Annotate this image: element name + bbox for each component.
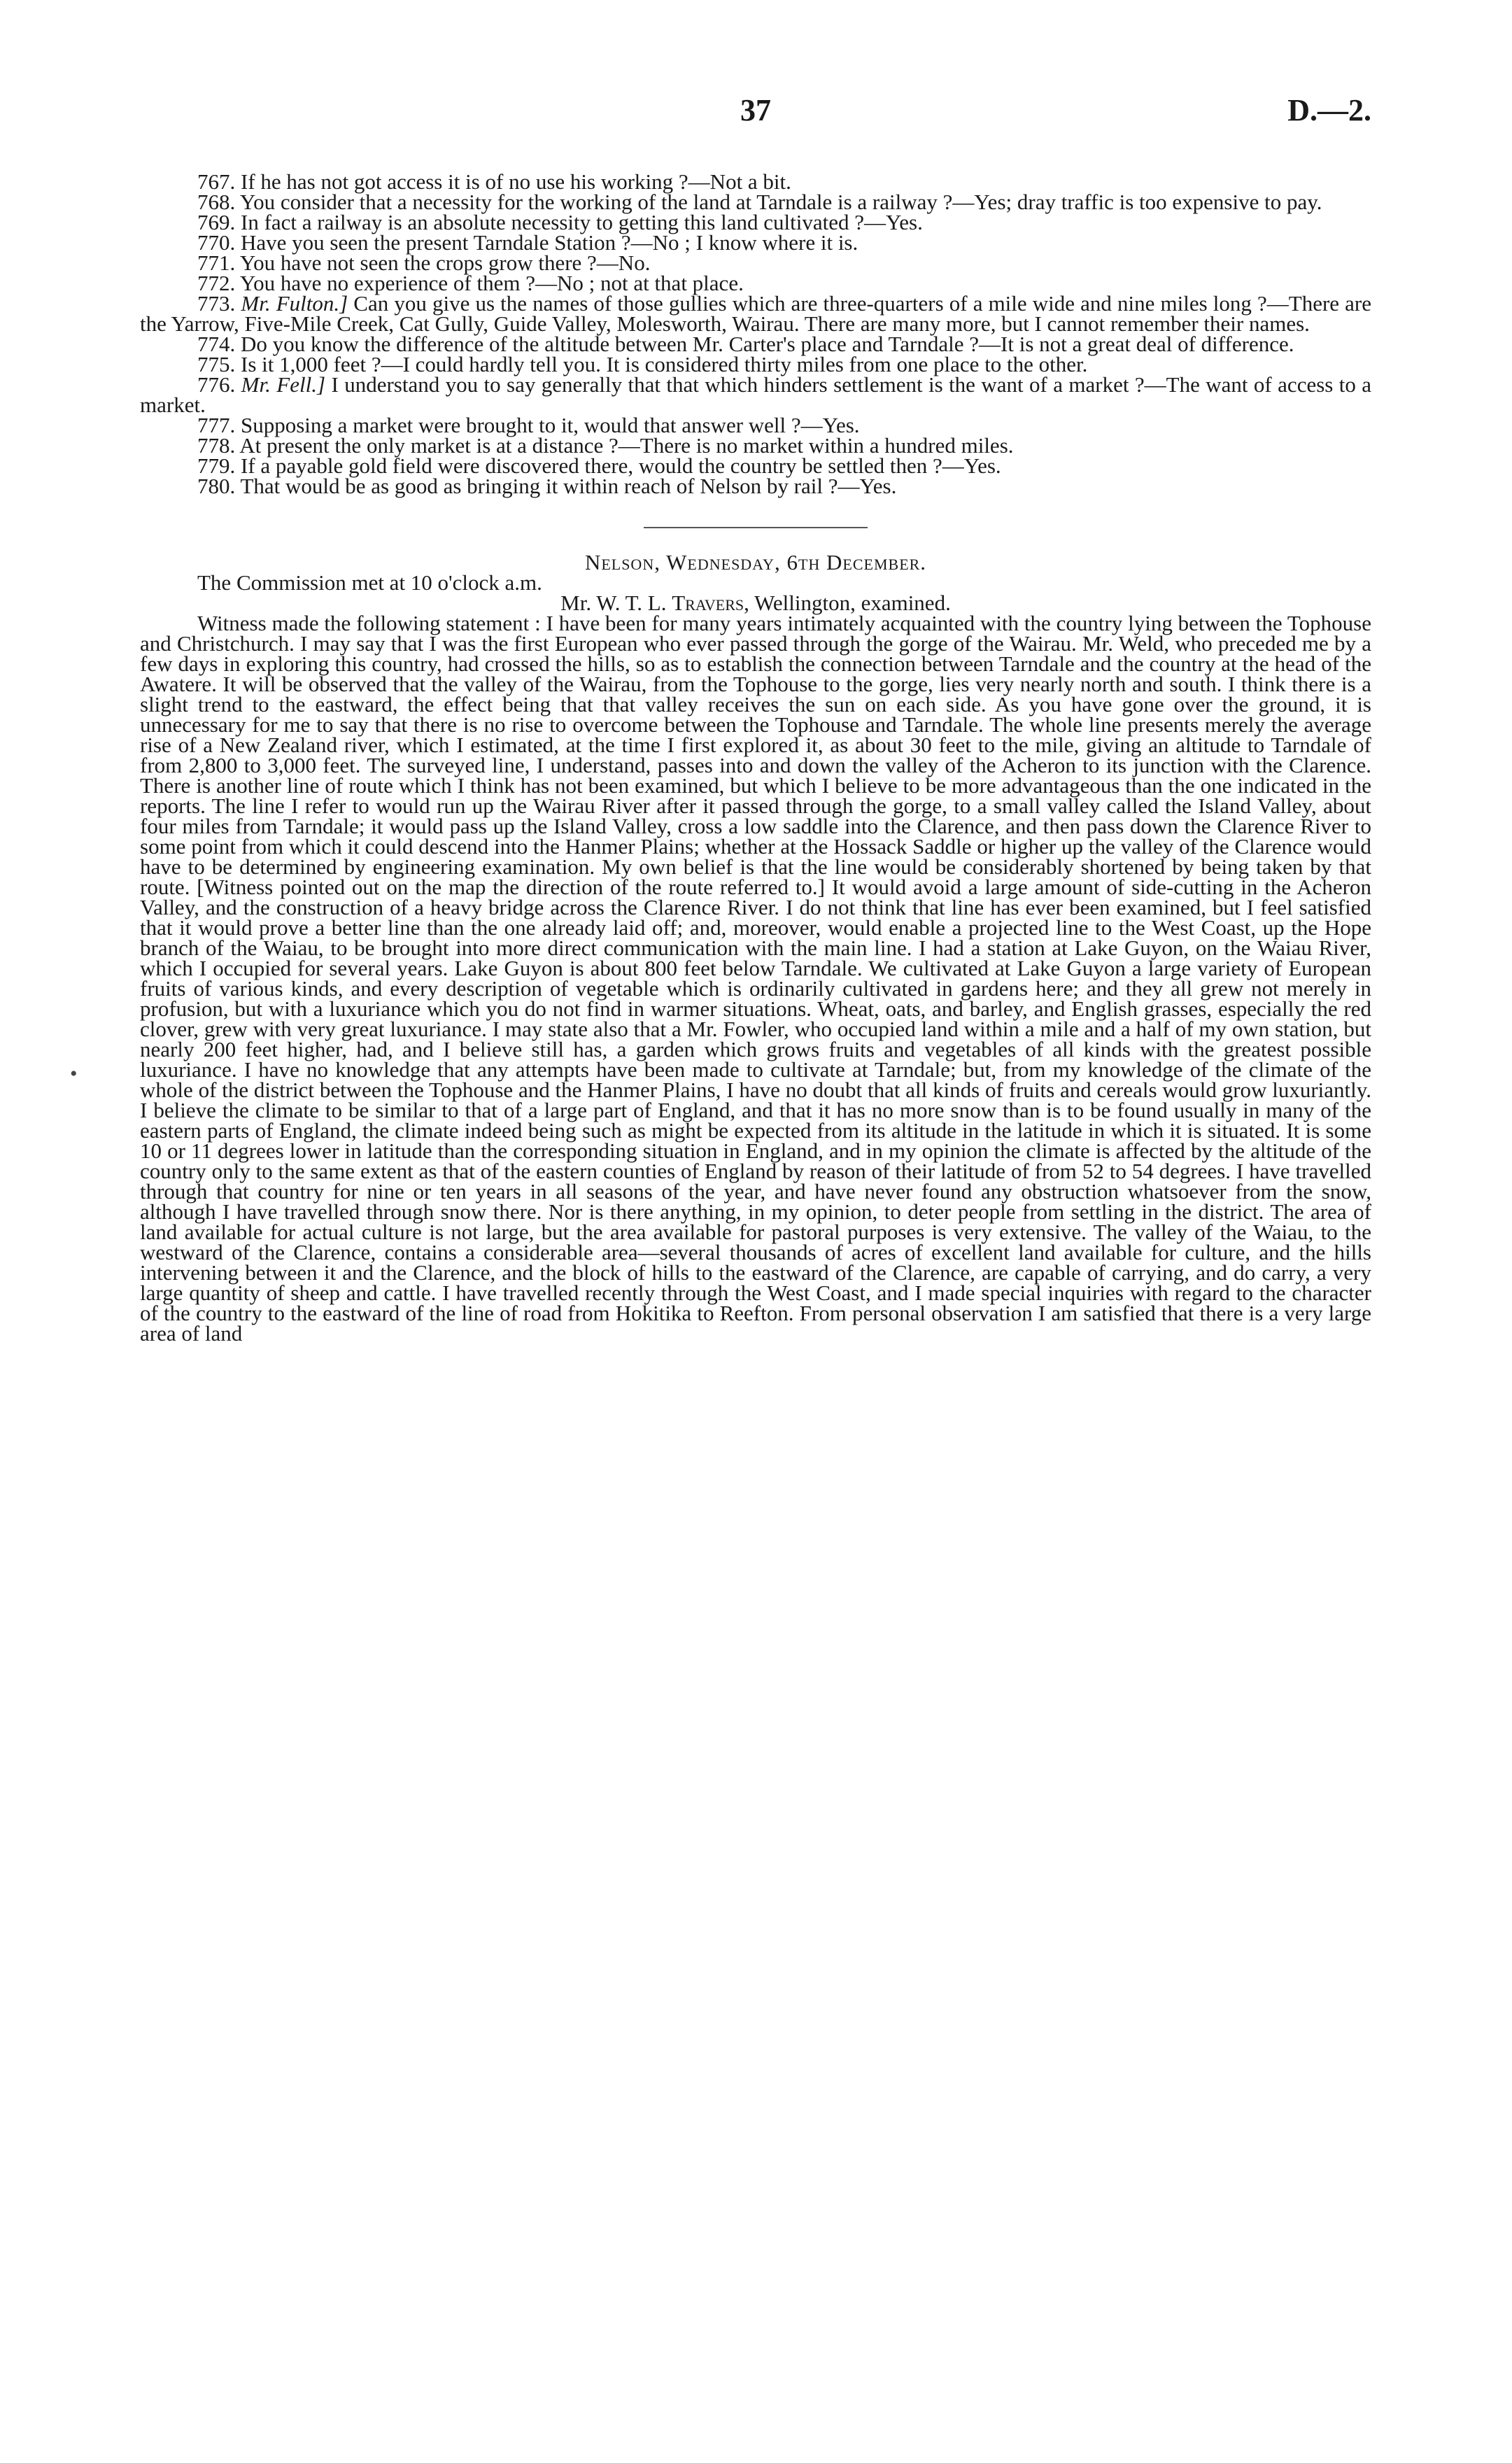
section-heading: Nelson, Wednesday, 6th December. — [584, 550, 927, 574]
qa-item: 777. Supposing a market were brought to it, would that answer well ?—Yes. — [197, 413, 860, 437]
qa-item: 767. If he has not got access it is of no use his working ?—Not a bit. — [197, 169, 791, 194]
qa-item: 780. That would be as good as bringing it within reach of Nelson by rail ?—Yes. — [197, 474, 897, 498]
document-code: D.—2. — [1287, 93, 1371, 127]
qa-item: 776. Mr. Fell.] I understand you to say generally that that which hinders settlement is the want of a market ?—The want of access to a market. — [140, 372, 1372, 417]
speaker: Mr. Fell.] — [241, 372, 326, 397]
witness-line: Mr. W. T. L. Travers, Wellington, examined. — [560, 591, 951, 615]
margin-mark: • — [70, 1062, 78, 1085]
qa-item: 775. Is it 1,000 feet ?—I could hardly tell you. It is considered thirty miles from one place to the other. — [197, 352, 1088, 376]
qa-item: 779. If a payable gold field were discovered there, would the country be settled then ?—Yes. — [197, 453, 1001, 478]
section-divider — [644, 527, 868, 528]
qa-item: 774. Do you know the difference of the altitude between Mr. Carter's place and Tarndale ?—It is not a great deal of difference. — [197, 332, 1294, 356]
qa-item: 770. Have you seen the present Tarndale Station ?—No ; I know where it is. — [197, 230, 859, 255]
qa-item: 773. Mr. Fulton.] Can you give us the names of those gullies which are three-quarters of a mile wide and nine miles long ?—There are the Yarrow, Five-Mile Creek, Cat Gully, Guide Valley, Molesworth, Wairau. There are many more, but I cannot remember their names. — [140, 291, 1372, 336]
page-header — [140, 92, 1371, 134]
witness-statement: Witness made the following statement : I have been for many years intimately acquainted with the country lying between the Tophouse and Christchurch. I may say that I was the first European who ever passed through the gorge of the Wairau. Mr. Weld, who preceded me by a few days in exploring this country, had crossed the hills, so as to establish the connection between Tarndale and the country at the head of the Awatere. It will be observed that the valley of the Wairau, from the Tophouse to the gorge, lies very nearly north and south. I think there is a slight trend to the eastward, the effect being that that valley receives the sun on each side. As you have gone over the ground, it is unnecessary for me to say that there is no rise to overcome between the Tophouse and Tarndale. The whole line presents merely the average rise of a New Zealand river, which I estimated, at the time I first explored it, as about 30 feet to the mile, giving an altitude to Tarndale of from 2,800 to 3,000 feet. The surveyed line, I understand, passes into and down the valley of the Acheron to its junction with the Clarence. There is another line of route which I think has not been examined, but which I believe to be more advantageous than the one indicated in the reports. The line I refer to would run up the Wairau River after it passed through the gorge, to a small valley called the Island Valley, about four miles from Tarndale; it would pass up the Island Valley, cross a low saddle into the Clarence, and then pass down the Clarence River to some point from which it could descend into the Hanmer Plains; whether at the Hossack Saddle or higher up the valley of the Clarence would have to be determined by engineering examination. My own belief is that the line would be considerably shortened by being taken by that route. [Witness pointed out on the map the direction of the route referred to.] It would avoid a large amount of side-cutting in the Acheron Valley, and the construction of a heavy bridge across the Clarence River. I do not think that line has ever been examined, but I feel satisfied that it would prove a better line than the one already laid off; and, moreover, would enable a projected line to the West Coast, up the Hope branch of the Waiau, to be brought into more direct communication with the main line. I had a station at Lake Guyon, on the Waiau River, which I occupied for several years. Lake Guyon is about 800 feet below Tarndale. We cultivated at Lake Guyon a large variety of European fruits of various kinds, and every description of vegetable which is ordinarily cultivated in gardens here; and they all grew not merely in profusion, but with a luxuriance which you do not find in warmer situations. Wheat, oats, and barley, and English grasses, especially the red clover, grew with very great luxuriance. I may state also that a Mr. Fowler, who occupied land within a mile and a half of my own station, but nearly 200 feet higher, had, and I believe still has, a garden which grows fruits and vegetables of all kinds with the greatest possible luxuriance. I have no knowledge that any attempts have been made to cultivate at Tarndale; but, from my knowledge of the climate of the whole of the district between the Tophouse and the Hanmer Plains, I have no doubt that all kinds of fruits and cereals would grow luxuriantly. I believe the climate to be similar to that of a large part of England, and that it has no more snow than is to be found usually in many of the eastern parts of England, the climate indeed being such as might be expected from its altitude in the latitude in which it is situated. It is some 10 or 11 degrees lower in latitude than the corresponding situation in England, and in my opinion the climate is affected by the altitude of the country only to the same extent as that of the eastern counties of England by reason of their latitude of from 52 to 54 degrees. I have travelled through that country for nine or ten years in all seasons of the year, and have never found any obstruction whatsoever from the snow, although I have travelled through snow there. Nor is there anything, in my opinion, to deter people from settling in the district. The area of land available for actual culture is not large, but the area available for pastoral purposes is very extensive. The valley of the Waiau, to the westward of the Clarence, contains a considerable area—several thousands of acres of excellent land available for culture, and the hills intervening between it and the Clarence, and the block of hills to the eastward of the Clarence, are capable of carrying, and do carry, a very large quantity of sheep and cattle. I have travelled recently through the West Coast, and I made special inquiries with regard to the character of the country to the eastward of the line of road from Hokitika to Reefton. From personal observation I am satisfied that there is a very large area of land — [140, 611, 1371, 1346]
page-number: 37 — [740, 93, 771, 127]
meeting-note: The Commission met at 10 o'clock a.m. — [197, 570, 542, 595]
qa-list — [140, 171, 1371, 496]
qa-item: 772. You have no experience of them ?—No ; not at that place. — [197, 271, 744, 295]
witness-name: Travers, — [672, 591, 749, 615]
page-body — [140, 169, 1372, 1346]
speaker: Mr. Fulton.] — [241, 291, 348, 316]
qa-item: 778. At present the only market is at a distance ?—There is no market within a hundred miles. — [197, 433, 1014, 458]
qa-item: 769. In fact a railway is an absolute necessity to getting this land cultivated ?—Yes. — [197, 210, 923, 234]
qa-item: 771. You have not seen the crops grow there ?—No. — [197, 250, 651, 275]
qa-item: 768. You consider that a necessity for the working of the land at Tarndale is a railway ?—Yes; dray traffic is too expensive to pay. — [197, 190, 1322, 214]
